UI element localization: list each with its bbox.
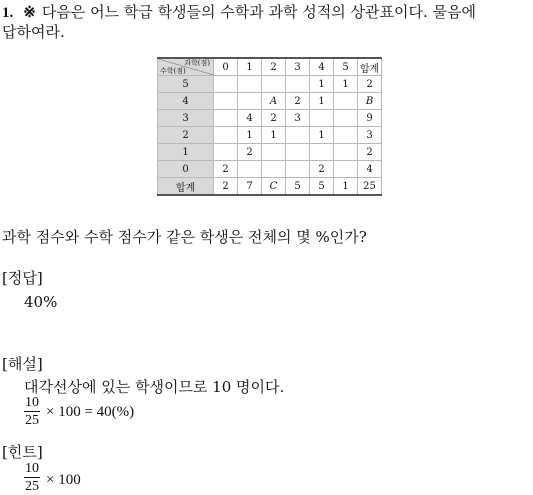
column-header: 3 (286, 58, 310, 76)
answer-value: 40% (24, 293, 58, 311)
hint-expression: × 100 (46, 472, 81, 488)
corner-science-label: 과학(점) (184, 59, 210, 67)
table-cell: 2 (262, 110, 286, 127)
table-cell (214, 127, 238, 144)
table-cell: 1 (310, 127, 334, 144)
table-row (158, 93, 382, 110)
table-row (158, 127, 382, 144)
table-cell: 3 (286, 110, 310, 127)
table-cell (334, 93, 358, 110)
explanation-label: [해설] (2, 355, 43, 373)
table-row (158, 110, 382, 127)
table-cell (310, 110, 334, 127)
row-header: 4 (158, 93, 214, 110)
table-cell (334, 110, 358, 127)
table-cell (286, 144, 310, 161)
table-cell (286, 161, 310, 178)
table-cell: 5 (286, 178, 310, 196)
row-header: 3 (158, 110, 214, 127)
column-header: 1 (238, 58, 262, 76)
table-cell (262, 161, 286, 178)
table-row (158, 161, 382, 178)
question-text-1: 다음은 어느 학급 학생들의 수학과 과학 성적의 상관표이다. 물음에 (41, 3, 476, 21)
table-cell (238, 161, 262, 178)
table-cell (214, 76, 238, 93)
table-cell: 1 (238, 127, 262, 144)
table-cell (286, 76, 310, 93)
table-cell (286, 127, 310, 144)
table-row (158, 178, 382, 196)
table-cell: 1 (334, 76, 358, 93)
row-header: 1 (158, 144, 214, 161)
table-cell (310, 144, 334, 161)
table-cell: C (262, 178, 286, 196)
table-cell (214, 144, 238, 161)
answer-label: [정답] (2, 269, 43, 287)
table-cell (238, 93, 262, 110)
explanation-fraction-denominator: 25 (25, 413, 39, 428)
hint-fraction-numerator: 10 (25, 461, 39, 476)
table-cell (214, 93, 238, 110)
table-row (158, 144, 382, 161)
row-header: 0 (158, 161, 214, 178)
table-header-row (158, 58, 382, 76)
table-cell (334, 127, 358, 144)
table-cell: 1 (262, 127, 286, 144)
explanation-fraction (24, 395, 40, 428)
table-cell (238, 76, 262, 93)
table-corner-cell (158, 58, 214, 76)
table-cell: 1 (334, 178, 358, 196)
hint-fraction-denominator: 25 (25, 479, 39, 494)
corner-math-label: 수학(점) (160, 67, 186, 75)
question-text-2: 답하여라. (2, 23, 65, 41)
table-cell: 4 (358, 161, 382, 178)
table-cell (334, 144, 358, 161)
explanation-fraction-numerator: 10 (25, 395, 39, 410)
column-header: 5 (334, 58, 358, 76)
row-header: 합계 (158, 178, 214, 196)
table-cell (262, 144, 286, 161)
explanation-text: 대각선상에 있는 학생이므로 10 명이다. (24, 378, 285, 396)
question-number: 1. (2, 5, 14, 21)
reference-mark: ※ (23, 3, 36, 21)
table-cell: 1 (310, 76, 334, 93)
table-cell: 2 (358, 76, 382, 93)
question-line-2 (2, 22, 65, 42)
fraction-bar (24, 411, 40, 412)
hint-label: [힌트] (2, 443, 43, 461)
table-cell: B (358, 93, 382, 110)
hint-fraction (24, 461, 40, 494)
table-cell: A (262, 93, 286, 110)
table-row (158, 76, 382, 93)
table-cell: 9 (358, 110, 382, 127)
column-header: 4 (310, 58, 334, 76)
question-prompt: 과학 점수와 수학 점수가 같은 학생은 전체의 몇 %인가? (2, 228, 367, 246)
row-header: 2 (158, 127, 214, 144)
correlation-table (157, 57, 382, 196)
fraction-bar (24, 477, 40, 478)
column-header: 2 (262, 58, 286, 76)
table-cell: 7 (238, 178, 262, 196)
table-cell (262, 76, 286, 93)
table-cell: 1 (310, 93, 334, 110)
row-header: 5 (158, 76, 214, 93)
table-cell: 2 (286, 93, 310, 110)
table-cell: 3 (358, 127, 382, 144)
explanation-expression: × 100 = 40(%) (46, 404, 135, 420)
table-cell: 2 (358, 144, 382, 161)
table-cell: 2 (310, 161, 334, 178)
table-cell: 2 (214, 178, 238, 196)
table-cell (214, 110, 238, 127)
table-cell (334, 161, 358, 178)
table-cell: 25 (358, 178, 382, 196)
table-cell: 4 (238, 110, 262, 127)
column-header: 합계 (358, 58, 382, 76)
table-cell: 2 (214, 161, 238, 178)
table-cell: 2 (238, 144, 262, 161)
question-line-1 (2, 2, 476, 23)
table-cell: 5 (310, 178, 334, 196)
column-header: 0 (214, 58, 238, 76)
